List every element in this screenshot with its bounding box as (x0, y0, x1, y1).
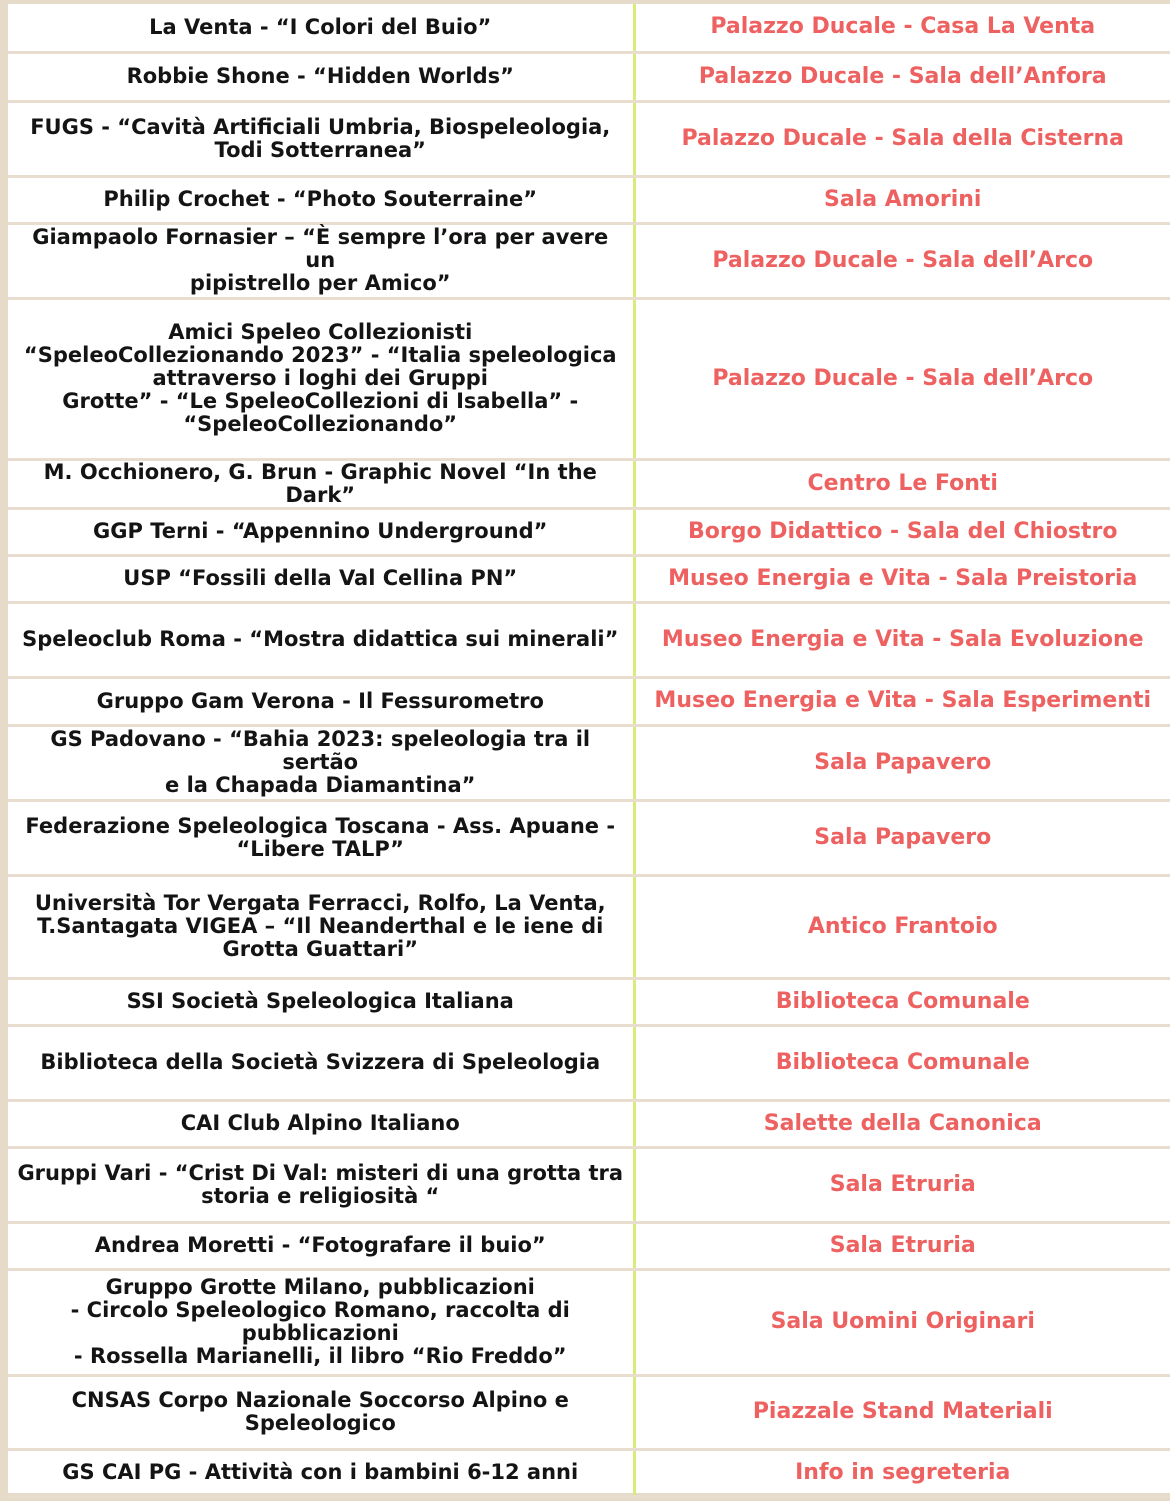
exhibit-cell: Giampaolo Fornasier – “È sempre l’ora per avere un pipistrello per Amico” (8, 223, 634, 298)
table-row (8, 176, 1170, 223)
venue-cell: Palazzo Ducale - Casa La Venta (634, 4, 1170, 52)
exhibit-cell: CNSAS Corpo Nazionale Soccorso Alpino e Speleologico (8, 1375, 634, 1449)
table-row (8, 1222, 1170, 1269)
table-row (8, 1375, 1170, 1449)
exhibit-cell: Amici Speleo Collezionisti “SpeleoCollezionando 2023” - “Italia speleologica attraverso i loghi dei Gruppi Grotte” - “Le SpeleoCollezioni di Isabella” - “SpeleoCollezionando” (8, 298, 634, 459)
table-row (8, 677, 1170, 725)
table-row (8, 1100, 1170, 1147)
table-row (8, 1269, 1170, 1375)
venue-cell: Sala Etruria (634, 1147, 1170, 1222)
exhibit-cell: GS Padovano - “Bahia 2023: speleologia tra il sertão e la Chapada Diamantina” (8, 725, 634, 800)
venue-cell: Museo Energia e Vita - Sala Esperimenti (634, 677, 1170, 725)
table-row (8, 101, 1170, 176)
venue-cell: Sala Papavero (634, 725, 1170, 800)
table-row (8, 4, 1170, 52)
exhibit-cell: La Venta - “I Colori del Buio” (8, 4, 634, 52)
exhibit-cell: USP “Fossili della Val Cellina PN” (8, 555, 634, 602)
venue-cell: Biblioteca Comunale (634, 1025, 1170, 1100)
exhibit-cell: Gruppi Vari - “Crist Di Val: misteri di una grotta tra storia e religiosità “ (8, 1147, 634, 1222)
venue-cell: Sala Papavero (634, 800, 1170, 875)
table-row (8, 1025, 1170, 1100)
venue-cell: Info in segreteria (634, 1449, 1170, 1496)
exhibit-cell: Andrea Moretti - “Fotografare il buio” (8, 1222, 634, 1269)
exhibit-cell: GGP Terni - “Appennino Underground” (8, 508, 634, 555)
venue-cell: Museo Energia e Vita - Sala Preistoria (634, 555, 1170, 602)
exhibit-cell: M. Occhionero, G. Brun - Graphic Novel “In the Dark” (8, 459, 634, 508)
exhibit-cell: FUGS - “Cavità Artificiali Umbria, Biospeleologia, Todi Sotterranea” (8, 101, 634, 176)
venue-cell: Borgo Didattico - Sala del Chiostro (634, 508, 1170, 555)
program-sheet (8, 4, 1170, 1493)
venue-cell: Sala Amorini (634, 176, 1170, 223)
exhibit-cell: CAI Club Alpino Italiano (8, 1100, 634, 1147)
table-row (8, 875, 1170, 978)
venue-cell: Piazzale Stand Materiali (634, 1375, 1170, 1449)
table-row (8, 508, 1170, 555)
venue-cell: Palazzo Ducale - Sala dell’Anfora (634, 52, 1170, 101)
table-row (8, 1449, 1170, 1496)
venue-cell: Sala Uomini Originari (634, 1269, 1170, 1375)
table-row (8, 1147, 1170, 1222)
venue-cell: Museo Energia e Vita - Sala Evoluzione (634, 602, 1170, 677)
table-row (8, 800, 1170, 875)
exhibit-cell: Gruppo Grotte Milano, pubblicazioni - Circolo Speleologico Romano, raccolta di pubblicazioni - Rossella Marianelli, il libro “Rio Freddo” (8, 1269, 634, 1375)
exhibit-cell: Università Tor Vergata Ferracci, Rolfo, La Venta, T.Santagata VIGEA – “Il Neanderthal e le iene di Grotta Guattari” (8, 875, 634, 978)
venue-cell: Palazzo Ducale - Sala dell’Arco (634, 298, 1170, 459)
exhibit-cell: SSI Società Speleologica Italiana (8, 978, 634, 1025)
exhibit-cell: GS CAI PG - Attività con i bambini 6-12 anni (8, 1449, 634, 1496)
venue-cell: Salette della Canonica (634, 1100, 1170, 1147)
table-row (8, 459, 1170, 508)
table-row (8, 602, 1170, 677)
exhibit-cell: Robbie Shone - “Hidden Worlds” (8, 52, 634, 101)
exhibit-cell: Biblioteca della Società Svizzera di Speleologia (8, 1025, 634, 1100)
table-row (8, 298, 1170, 459)
venue-cell: Biblioteca Comunale (634, 978, 1170, 1025)
venue-cell: Sala Etruria (634, 1222, 1170, 1269)
table-row (8, 52, 1170, 101)
exhibit-cell: Federazione Speleologica Toscana - Ass. Apuane - “Libere TALP” (8, 800, 634, 875)
table-row (8, 555, 1170, 602)
table-row (8, 223, 1170, 298)
exhibit-cell: Philip Crochet - “Photo Souterraine” (8, 176, 634, 223)
exhibit-cell: Speleoclub Roma - “Mostra didattica sui minerali” (8, 602, 634, 677)
exhibitions-table (8, 4, 1170, 1498)
venue-cell: Palazzo Ducale - Sala della Cisterna (634, 101, 1170, 176)
venue-cell: Antico Frantoio (634, 875, 1170, 978)
table-row (8, 978, 1170, 1025)
table-row (8, 725, 1170, 800)
venue-cell: Palazzo Ducale - Sala dell’Arco (634, 223, 1170, 298)
venue-cell: Centro Le Fonti (634, 459, 1170, 508)
exhibit-cell: Gruppo Gam Verona - Il Fessurometro (8, 677, 634, 725)
